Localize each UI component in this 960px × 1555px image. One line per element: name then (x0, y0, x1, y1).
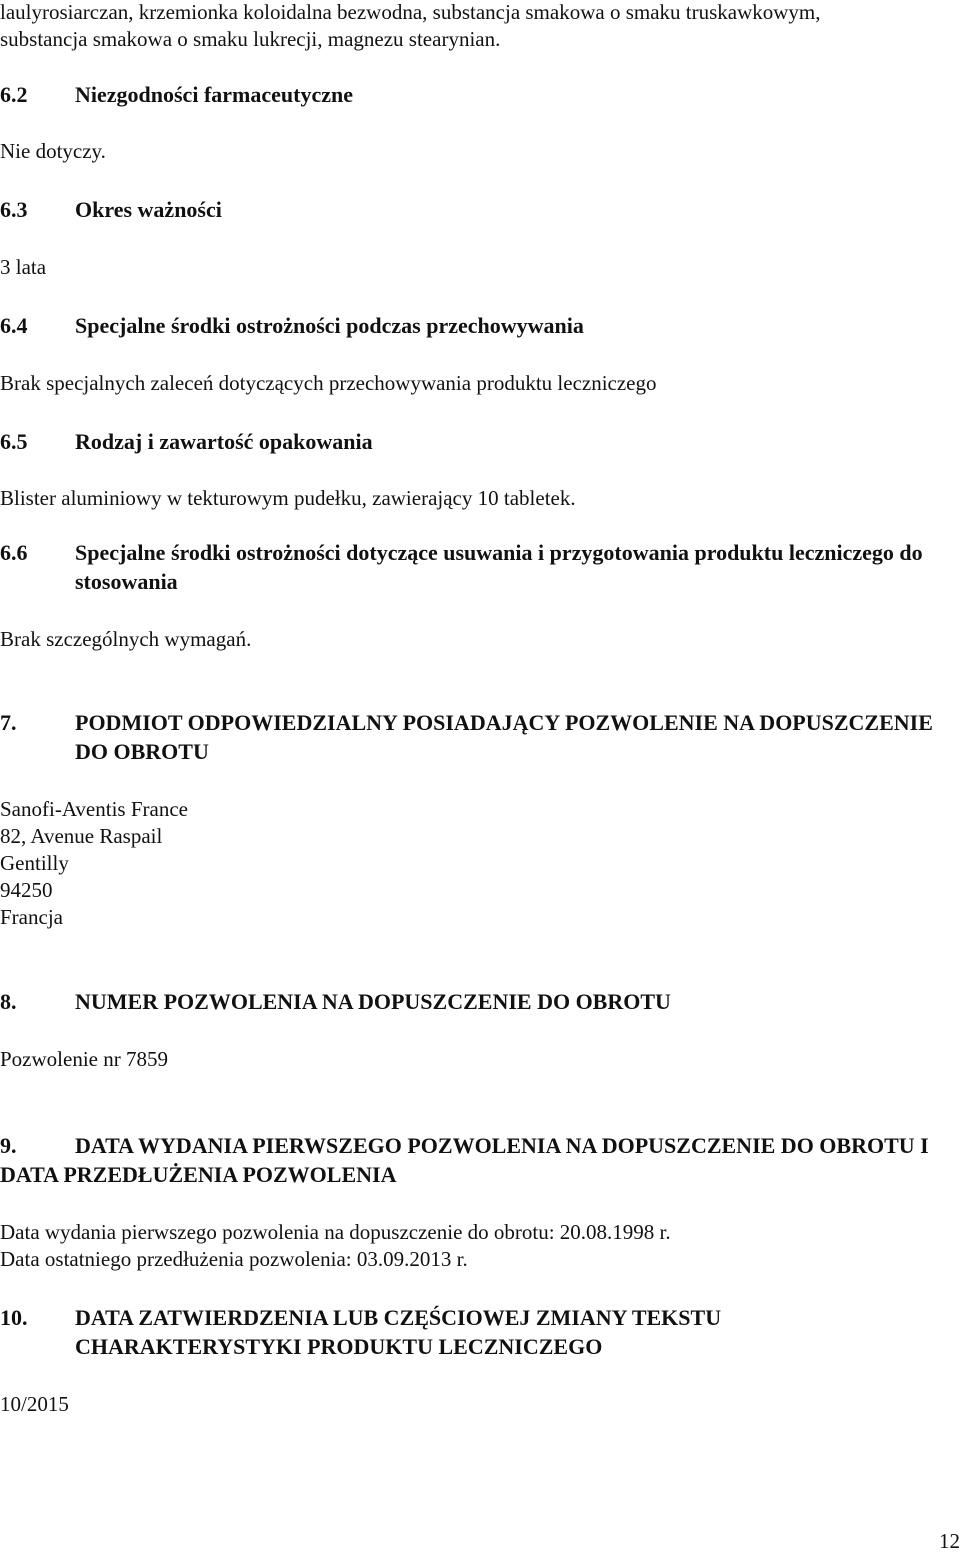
section-title: Specjalne środki ostrożności podczas przechowywania (75, 313, 584, 338)
section-title: Niezgodności farmaceutyczne (75, 82, 353, 107)
section-number: 6.4 (0, 313, 28, 338)
section-number: 7. (0, 710, 17, 735)
section-6-5-body: Blister aluminiowy w tekturowym pudełku, zawierający 10 tabletek. (0, 486, 576, 510)
intro-line-2: substancja smakowa o smaku lukrecji, magnezu stearynian. (0, 27, 501, 51)
section-title: Specjalne środki ostrożności dotyczące usuwania i przygotowania produktu leczniczego do stosowania (75, 540, 923, 594)
address-line: Francja (0, 905, 63, 929)
section-6-2-body: Nie dotyczy. (0, 139, 106, 163)
section-number: 6.5 (0, 429, 28, 454)
address-line: Sanofi-Aventis France (0, 797, 188, 821)
section-10-body: 10/2015 (0, 1392, 69, 1416)
section-number: 6.6 (0, 540, 28, 565)
section-6-6-body: Brak szczególnych wymagań. (0, 627, 252, 651)
section-9-body-line-1: Data wydania pierwszego pozwolenia na dopuszczenie do obrotu: 20.08.1998 r. (0, 1220, 671, 1244)
section-9-heading (0, 1131, 950, 1189)
section-title: PODMIOT ODPOWIEDZIALNY POSIADAJĄCY POZWOLENIE NA DOPUSZCZENIE DO OBROTU (75, 710, 933, 764)
intro-line-1: laulyrosiarczan, krzemionka koloidalna bezwodna, substancja smakowa o smaku truskawkowym, (0, 0, 821, 24)
section-number: 10. (0, 1305, 28, 1330)
section-title: DATA ZATWIERDZENIA LUB CZĘŚCIOWEJ ZMIANY TEKSTU CHARAKTERYSTYKI PRODUKTU LECZNICZEGO (75, 1305, 722, 1359)
address-line: 82, Avenue Raspail (0, 824, 163, 848)
section-number: 6.2 (0, 82, 28, 107)
section-title: Rodzaj i zawartość opakowania (75, 429, 373, 454)
section-6-4-body: Brak specjalnych zaleceń dotyczących przechowywania produktu leczniczego (0, 371, 657, 395)
section-6-3-body: 3 lata (0, 255, 47, 279)
section-number: 8. (0, 989, 17, 1014)
section-title: DATA WYDANIA PIERWSZEGO POZWOLENIA NA DOPUSZCZENIE DO OBROTU I DATA PRZEDŁUŻENIA POZWOLENIA (0, 1133, 929, 1187)
section-9-body-line-2: Data ostatniego przedłużenia pozwolenia: 03.09.2013 r. (0, 1247, 468, 1271)
section-number: 6.3 (0, 197, 28, 222)
page-number: 12 (939, 1529, 960, 1553)
section-title: NUMER POZWOLENIA NA DOPUSZCZENIE DO OBROTU (75, 989, 671, 1014)
section-number: 9. (0, 1133, 17, 1158)
address-line: Gentilly (0, 851, 69, 875)
section-8-body: Pozwolenie nr 7859 (0, 1047, 168, 1071)
address-line: 94250 (0, 878, 53, 902)
section-title: Okres ważności (75, 197, 222, 222)
